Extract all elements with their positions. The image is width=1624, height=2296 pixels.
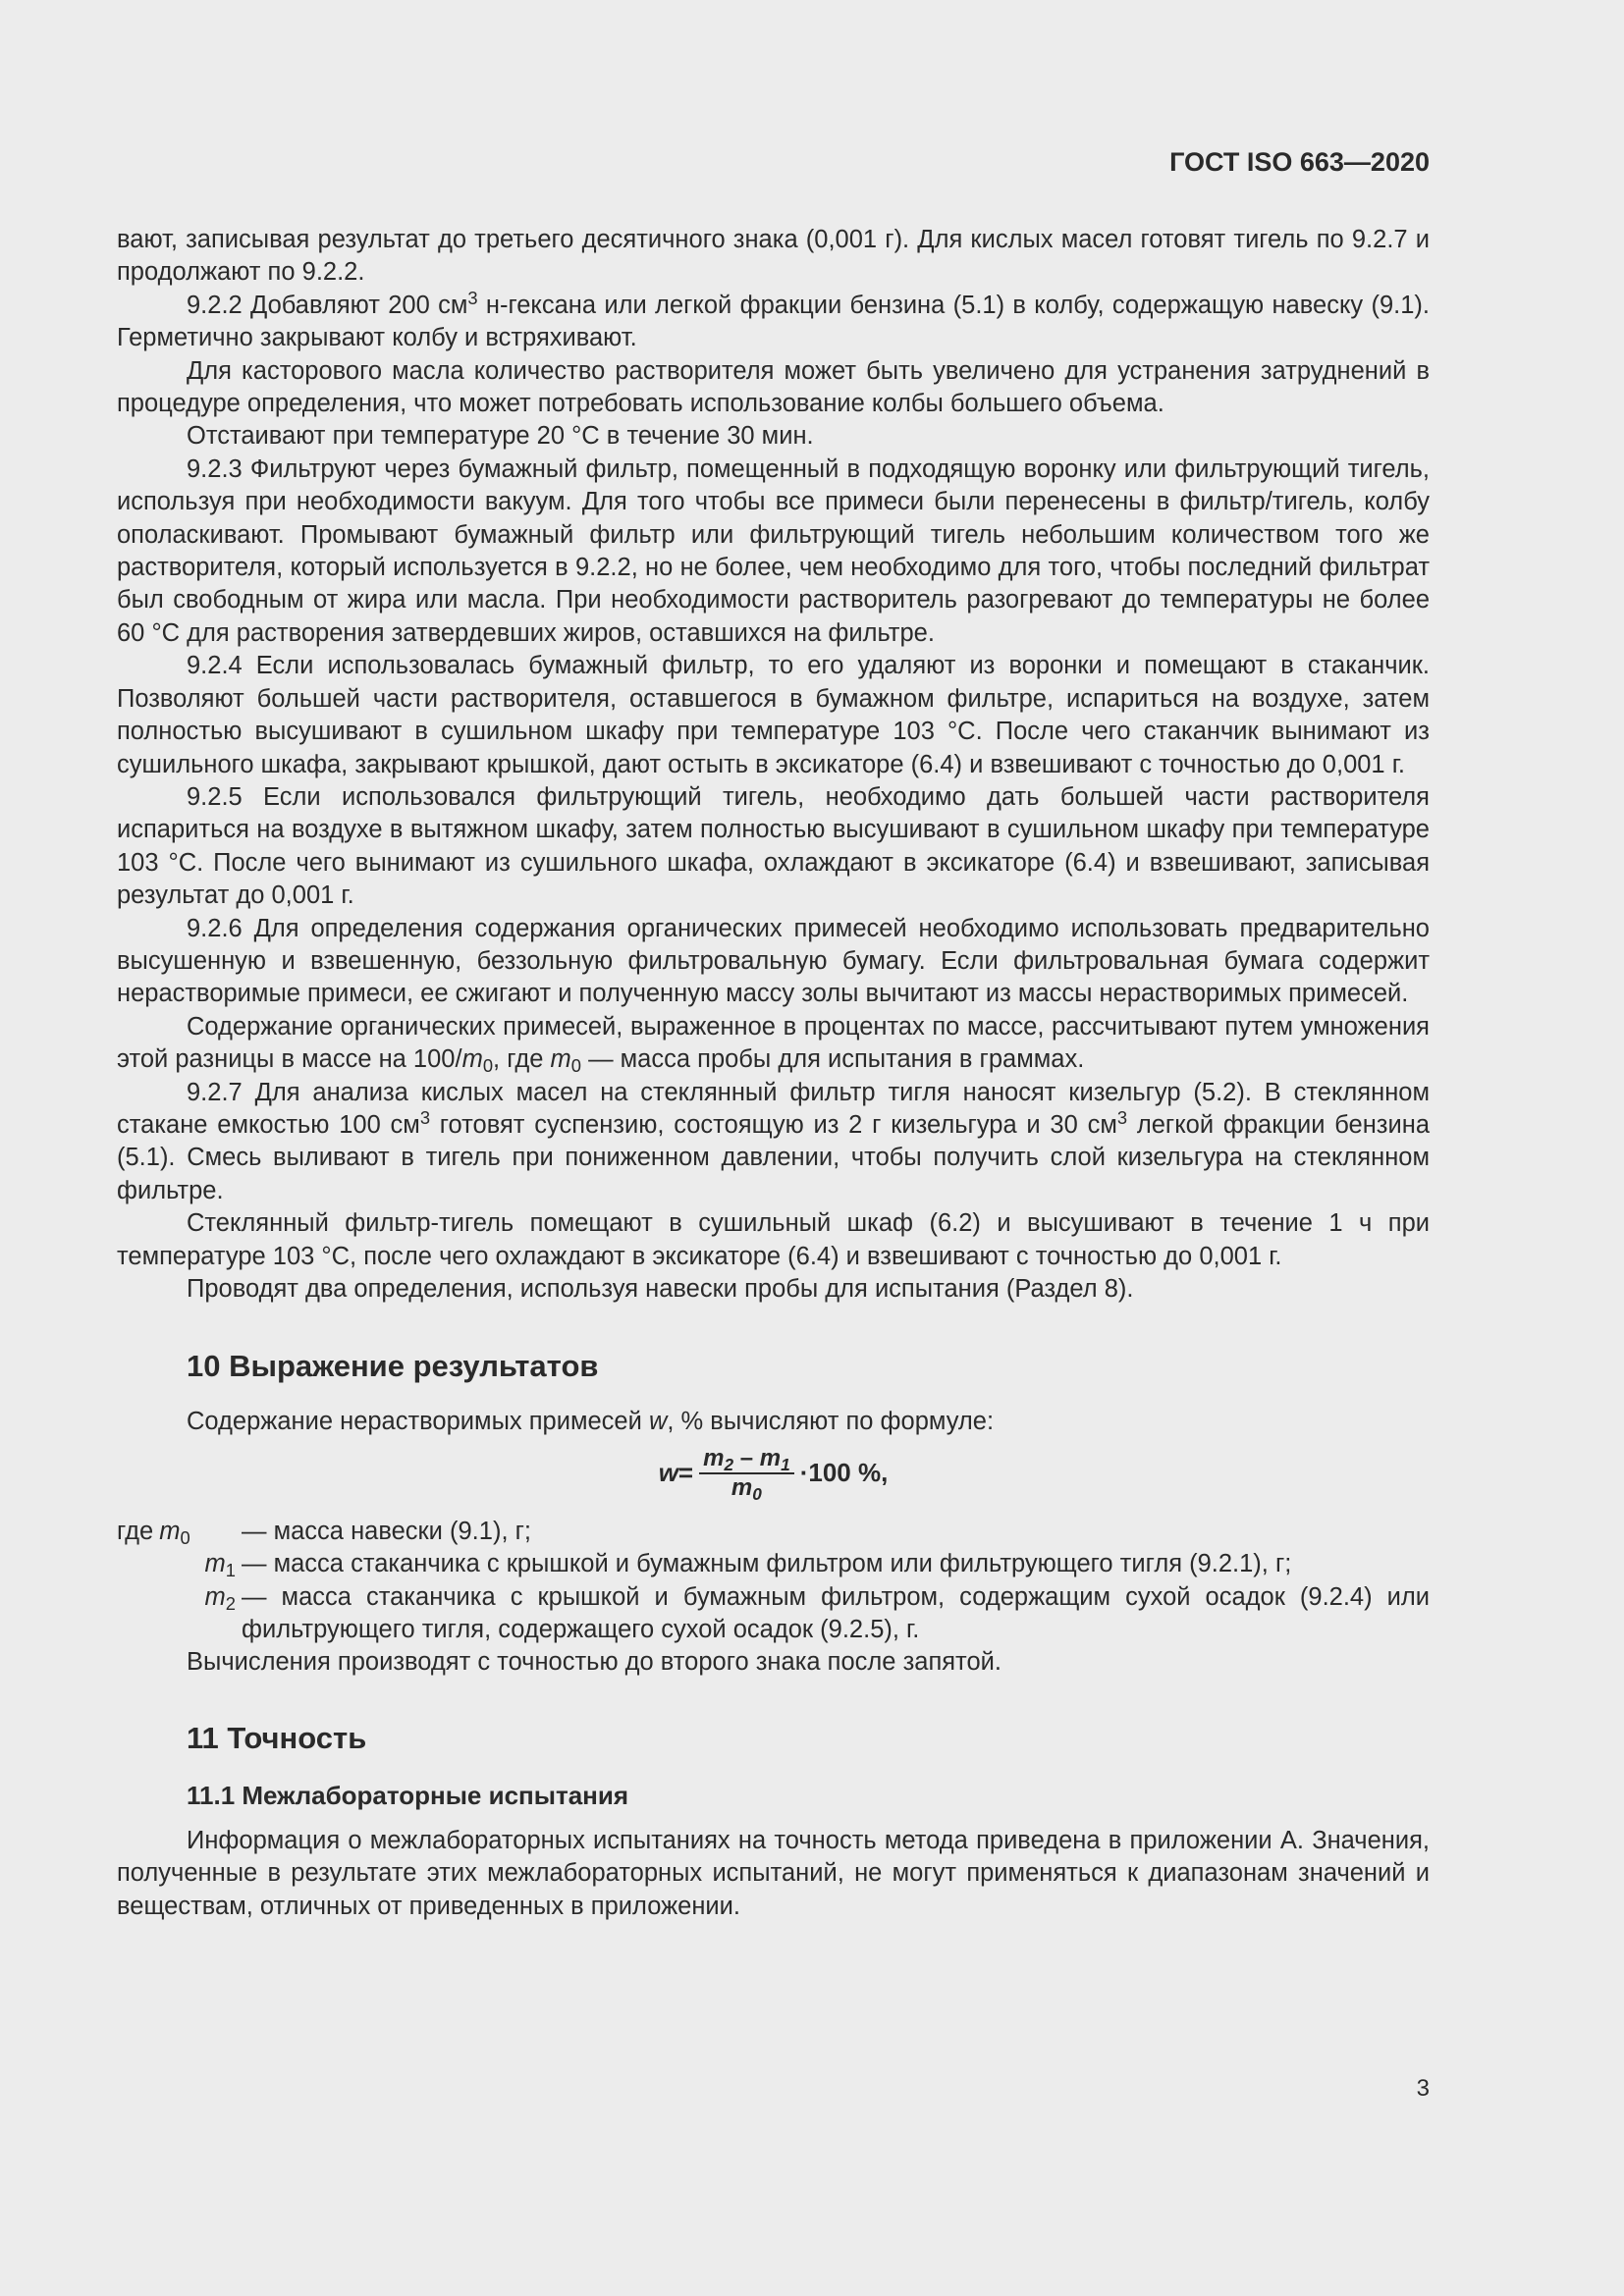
legend-symbol	[117, 1548, 242, 1580]
text-run: 9.2.2 Добавляют 200 см	[187, 291, 468, 319]
text-run: , % вычисляют по формуле:	[667, 1408, 995, 1436]
math-var: m	[703, 1444, 725, 1471]
text-run: н-гексана или легкой фракции бензина (5.1) в колбу, содержащую навеску (9.1). Герметично закрывают колбу и встряхивают.	[117, 291, 1430, 352]
paragraph: Стеклянный фильтр-тигель помещают в сушильный шкаф (6.2) и высушивают в течение 1 ч при температуре 103 °С, после чего охлаждают в эксикаторе (6.4) и взвешивают с точностью до 0,001 г.	[117, 1209, 1430, 1270]
page-number: 3	[1416, 2075, 1430, 2102]
math-var: m	[204, 1550, 226, 1578]
page-content	[117, 224, 1430, 1923]
legend-prefix: где	[117, 1517, 154, 1545]
math-var: w	[648, 1408, 668, 1436]
subscript: 0	[752, 1483, 762, 1504]
text-run: Содержание органических примесей, выраженное в процентах по массе, рассчитывают путем умножения этой разницы в массе на 100/	[117, 1012, 1430, 1074]
text-run: 9.2.7 Для анализа кислых масел на стеклянный фильтр тигля наносят кизельгур (5.2). В стеклянном стакане емкостью 100 см	[117, 1078, 1430, 1139]
subscript: 1	[225, 1560, 236, 1581]
legend-symbol	[117, 1581, 242, 1647]
subscript: 1	[781, 1454, 790, 1474]
formula-denominator	[728, 1474, 766, 1502]
legend-text: — масса стаканчика с крышкой и бумажным фильтром, содержащим сухой осадок (9.2.4) или фильтрующего тигля, содержащего сухой осадок (9.2.5), г.	[242, 1582, 1430, 1644]
legend-symbol	[117, 1516, 242, 1548]
superscript: 3	[1116, 1106, 1128, 1128]
paragraph-9-2-6: 9.2.6 Для определения содержания органических примесей необходимо использовать предварительно высушенную и взвешенную, беззольную фильтровальную бумагу. Если фильтровальная бумага содержит нерастворимые примеси, ее сжигают и полученную массу золы вычитают из массы нерастворимых примесей.	[117, 914, 1430, 1008]
paragraph-organic-content	[117, 1011, 1430, 1077]
formula-numerator	[699, 1445, 794, 1474]
subscript: 0	[570, 1055, 581, 1077]
minus-sign: –	[733, 1444, 760, 1471]
text-run: , где	[493, 1045, 551, 1074]
formula	[117, 1445, 1430, 1502]
paragraph: Проводят два определения, используя навески пробы для испытания (Раздел 8).	[187, 1275, 1134, 1303]
math-var: m	[461, 1045, 483, 1074]
paragraph: Отстаивают при температуре 20 °С в течение 30 мин.	[187, 422, 814, 451]
text-run: готовят суспензию, состоящую из 2 г кизельгура и 30 см	[430, 1110, 1117, 1139]
math-var: m	[204, 1582, 226, 1611]
section-heading-10: 10 Выражение результатов	[187, 1349, 599, 1384]
subscript: 0	[482, 1055, 494, 1077]
paragraph-9-2-3: 9.2.3 Фильтруют через бумажный фильтр, помещенный в подходящую воронку или фильтрующий тигель, используя при необходимости вакуум. Для того чтобы все примеси были перенесены в фильтр/тигель, колбу ополаскивают. Промывают бумажный фильтр или фильтрующий тигель небольшим количеством того же растворителя, который используется в 9.2.2, но не более, чем необходимо для того, чтобы последний фильтрат был свободным от жира или масла. При необходимости растворитель разогревают до температуры не более 60 °С для растворения затвердевших жиров, оставшихся на фильтре.	[117, 454, 1430, 647]
paragraph: Для касторового масла количество растворителя может быть увеличено для устранения затруднений в процедуре определения, что может потребовать использование колбы большего объема.	[117, 356, 1430, 418]
calc-note: Вычисления производят с точностью до второго знака после запятой.	[187, 1648, 1001, 1677]
text-run: Содержание нерастворимых примесей	[187, 1408, 649, 1436]
paragraph-9-2-7	[117, 1077, 1430, 1208]
subsection-heading-11-1: 11.1 Межлабораторные испытания	[187, 1780, 629, 1810]
legend-text: — масса стаканчика с крышкой и бумажным фильтром или фильтрующего тигля (9.2.1), г;	[242, 1550, 1292, 1578]
formula-intro	[117, 1406, 1430, 1438]
document-header: ГОСТ ISO 663—2020	[1169, 147, 1430, 177]
subscript: 0	[180, 1526, 190, 1548]
paragraph: вают, записывая результат до третьего десятичного знака (0,001 г). Для кислых масел готовят тигель по 9.2.7 и продолжают по 9.2.2.	[117, 226, 1430, 287]
paragraph-9-2-2	[117, 287, 1430, 355]
subscript: 2	[724, 1454, 734, 1474]
math-var: m	[759, 1444, 782, 1471]
subscript: 2	[225, 1592, 236, 1614]
formula-lhs: w	[658, 1458, 678, 1488]
text-run: легкой фракции бензина (5.1). Смесь выливают в тигель при пониженном давлении, чтобы получить слой кизельгура на стеклянном фильтре.	[117, 1110, 1430, 1204]
paragraph-9-2-4: 9.2.4 Если использовалась бумажный фильтр, то его удаляют из воронки и помещают в стаканчик. Позволяют большей части растворителя, оставшегося в бумажном фильтре, испариться на воздухе, затем полностью высушивают в сушильном шкафу при температуре 103 °С. После чего стаканчик вынимают из сушильного шкафа, закрывают крышкой, дают остыть в эксикаторе (6.4) и взвешивают с точностью до 0,001 г.	[117, 652, 1430, 778]
paragraph-11-1: Информация о межлабораторных испытаниях на точность метода приведена в приложении А. Значения, полученные в результате этих межлабораторных испытаний, не могут применяться к диапазонам значений и веществам, отличных от приведенных в приложении.	[117, 1826, 1430, 1920]
math-var: m	[731, 1473, 753, 1501]
math-var: m	[159, 1517, 181, 1545]
formula-fraction	[699, 1445, 794, 1502]
superscript: 3	[467, 287, 478, 308]
superscript: 3	[419, 1106, 431, 1128]
section-heading-11: 11 Точность	[187, 1720, 367, 1755]
math-var: m	[550, 1045, 571, 1074]
paragraph-9-2-5: 9.2.5 Если использовался фильтрующий тигель, необходимо дать большей части растворителя испариться на воздухе в вытяжном шкафу, затем полностью высушивают в сушильном шкафу при температуре 103 °С. После чего вынимают из сушильного шкафа, охлаждают в эксикаторе (6.4) и взвешивают, записывая результат до 0,001 г.	[117, 782, 1430, 910]
variable-legend	[117, 1516, 1430, 1647]
formula-equals: =	[677, 1458, 694, 1488]
formula-rhs: ·100 %,	[799, 1458, 889, 1488]
legend-text: — масса навески (9.1), г;	[242, 1517, 531, 1545]
text-run: — масса пробы для испытания в граммах.	[580, 1045, 1085, 1074]
